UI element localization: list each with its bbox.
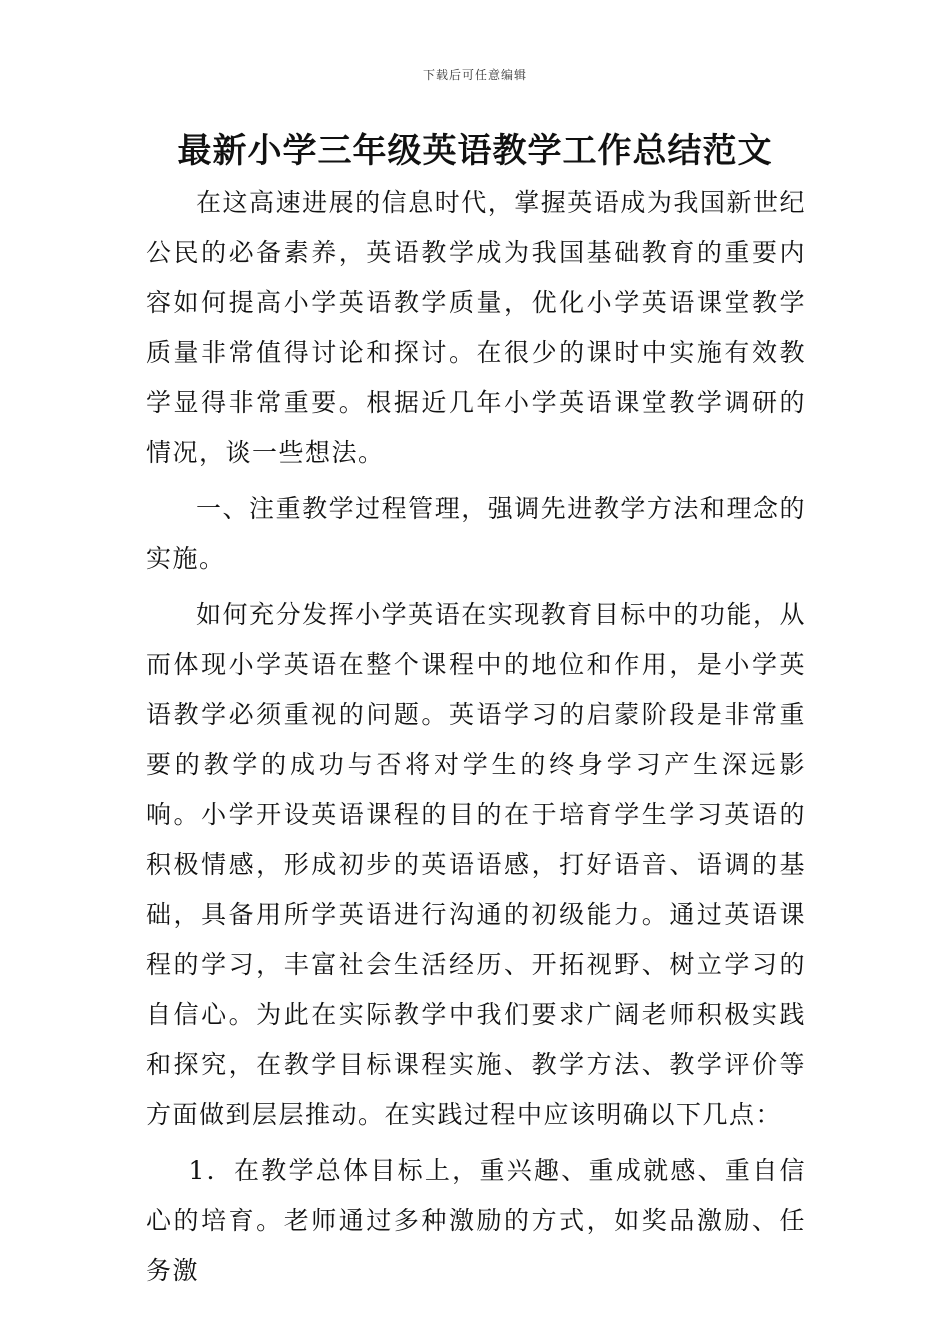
- document-title: 最新小学三年级英语教学工作总结范文: [177, 131, 773, 171]
- paragraph-point-1: 1．在教学总体目标上，重兴趣、重成就感、重自信心的培育。老师通过多种激励的方式，如奖品激励、任务激: [146, 1156, 806, 1285]
- paragraph-intro: 在这高速进展的信息时代，掌握英语成为我国新世纪公民的必备素养，英语教学成为我国基础教育的重要内容如何提高小学英语教学质量，优化小学英语课堂教学质量非常值得讨论和探讨。在很少的课时中实施有效教学显得非常重要。根据近几年小学英语课堂教学调研的情况，谈一些想法。: [146, 188, 806, 467]
- document-body: [146, 178, 806, 1302]
- paragraph-section-heading: 一、注重教学过程管理，强调先进教学方法和理念的实施。: [146, 494, 806, 573]
- paragraph-main: 如何充分发挥小学英语在实现教育目标中的功能，从而体现小学英语在整个课程中的地位和作用，是小学英语教学必须重视的问题。英语学习的启蒙阶段是非常重要的教学的成功与否将对学生的终身学习产生深远影响。小学开设英语课程的目的在于培育学生学习英语的积极情感，形成初步的英语语感，打好语音、语调的基础，具备用所学英语进行沟通的初级能力。通过英语课程的学习，丰富社会生活经历、开拓视野、树立学习的自信心。为此在实际教学中我们要求广阔老师积极实践和探究，在教学目标课程实施、教学方法、教学评价等方面做到层层推动。在实践过程中应该明确以下几点：: [146, 600, 806, 1129]
- page-header-note: 下载后可任意编辑: [422, 68, 527, 82]
